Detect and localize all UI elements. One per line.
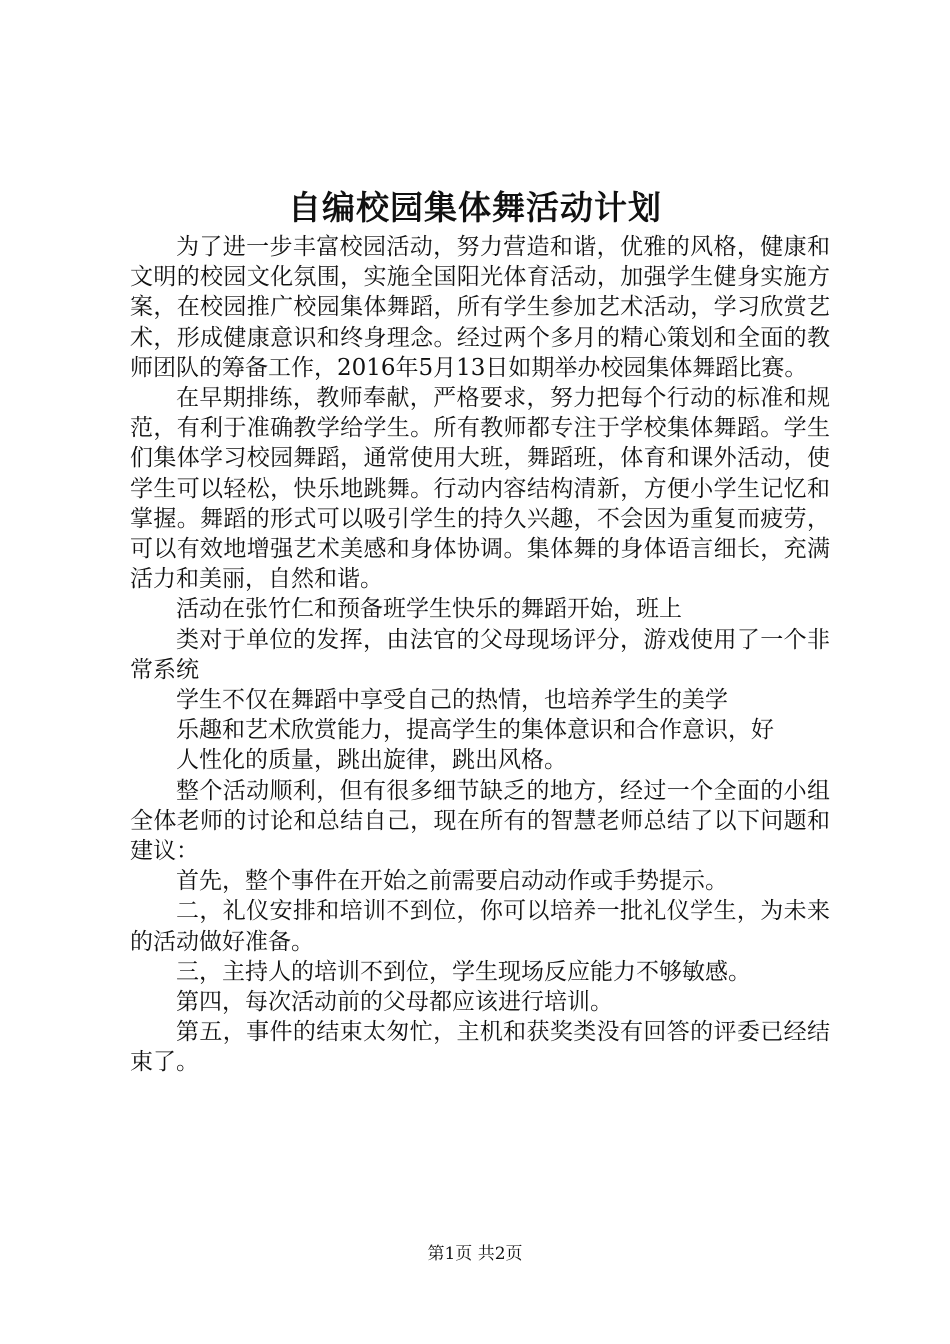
paragraph: 学生不仅在舞蹈中享受自己的热情，也培养学生的美学 <box>176 687 728 714</box>
paragraph: 类对于单位的发挥，由法官的父母现场评分，游戏使用了一个非常系统 <box>130 626 830 683</box>
document-title: 自编校园集体舞活动计划 <box>288 188 662 227</box>
document-body <box>130 232 830 1078</box>
page-footer: 第1页 共2页 <box>427 1244 523 1264</box>
paragraph: 首先，整个事件在开始之前需要启动动作或手势提示。 <box>176 868 728 895</box>
paragraph: 三，主持人的培训不到位，学生现场反应能力不够敏感。 <box>176 958 751 985</box>
paragraph: 第四，每次活动前的父母都应该进行培训。 <box>176 989 613 1016</box>
paragraph: 第五，事件的结束太匆忙，主机和获奖类没有回答的评委已经结束了。 <box>130 1019 830 1076</box>
paragraph: 整个活动顺利，但有很多细节缺乏的地方，经过一个全面的小组全体老师的讨论和总结自己，现在所有的智慧老师总结了以下问题和建议： <box>130 777 830 865</box>
paragraph: 人性化的质量，跳出旋律，跳出风格。 <box>176 747 567 774</box>
paragraph: 二，礼仪安排和培训不到位，你可以培养一批礼仪学生，为未来的活动做好准备。 <box>130 898 830 955</box>
paragraph: 活动在张竹仁和预备班学生快乐的舞蹈开始，班上 <box>176 596 682 623</box>
paragraph: 乐趣和艺术欣赏能力，提高学生的集体意识和合作意识，好 <box>176 717 774 744</box>
paragraph: 为了进一步丰富校园活动，努力营造和谐，优雅的风格，健康和文明的校园文化氛围，实施全国阳光体育活动，加强学生健身实施方案，在校园推广校园集体舞蹈，所有学生参加艺术活动，学习欣赏艺术，形成健康意识和终身理念。经过两个多月的精心策划和全面的教师团队的筹备工作，2016年5月13日如期举办校园集体舞蹈比赛。 <box>130 234 830 381</box>
paragraph: 在早期排练，教师奉献，严格要求，努力把每个行动的标准和规范，有利于准确教学给学生。所有教师都专注于学校集体舞蹈。学生们集体学习校园舞蹈，通常使用大班，舞蹈班，体育和课外活动，使学生可以轻松，快乐地跳舞。行动内容结构清新，方便小学生记忆和掌握。舞蹈的形式可以吸引学生的持久兴趣，不会因为重复而疲劳，可以有效地增强艺术美感和身体协调。集体舞的身体语言细长，充满活力和美丽，自然和谐。 <box>130 385 830 593</box>
